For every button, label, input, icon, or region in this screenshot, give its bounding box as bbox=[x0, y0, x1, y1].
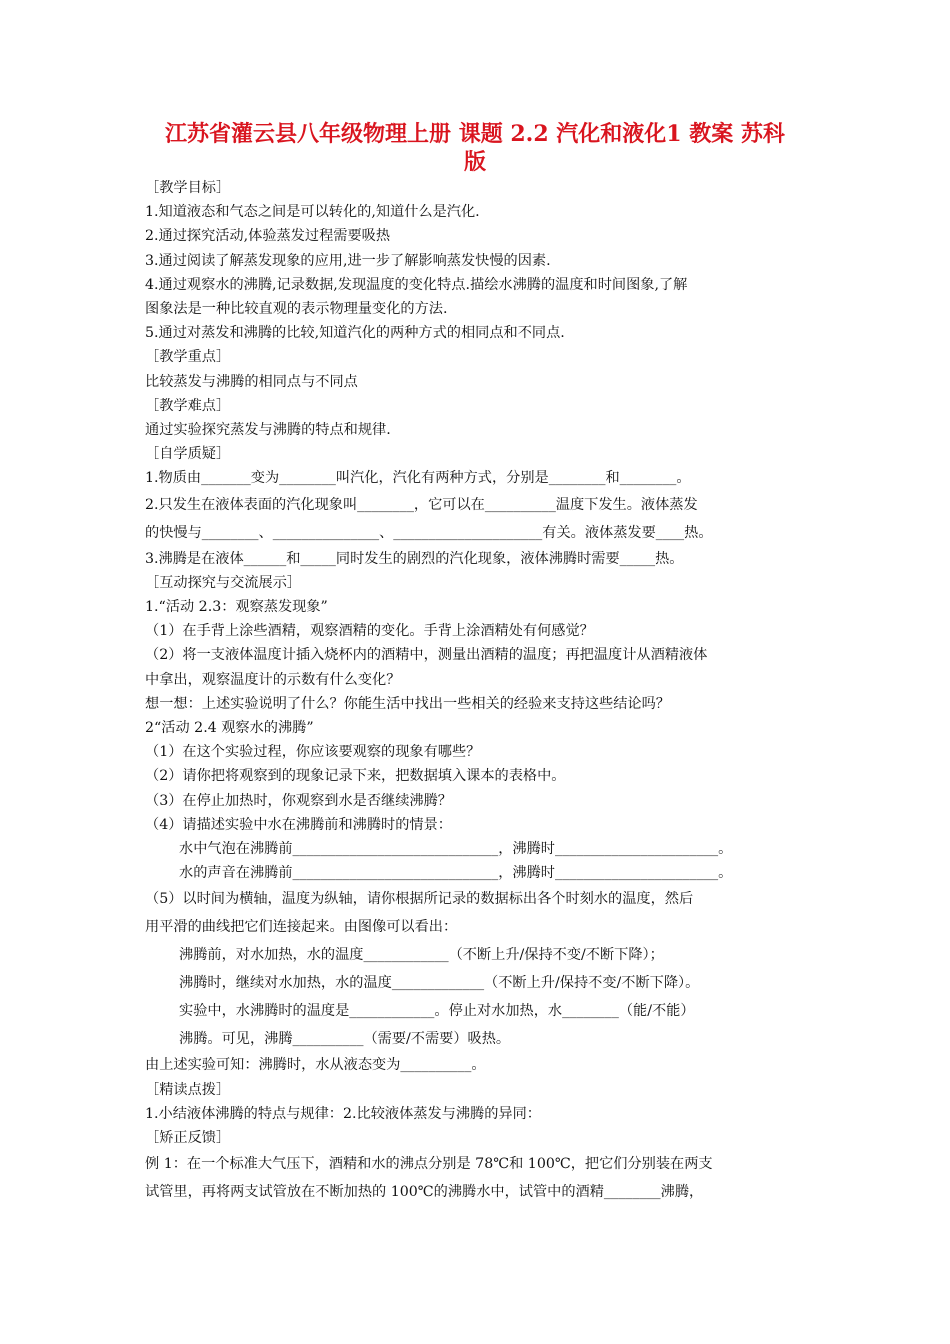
text-line: 由上述实验可知：沸腾时，水从液态变为__________。 bbox=[145, 1057, 486, 1074]
document-title bbox=[140, 120, 810, 176]
text-line: 中拿出，观察温度计的示数有什么变化？ bbox=[145, 671, 401, 688]
text-line: 沸腾时，继续对水加热，水的温度_____________（不断上升/保持不变/不断下降）。 bbox=[179, 975, 700, 992]
text-line: 的快慢与________、_______________、_____________________有关。液体蒸发要____热。 bbox=[145, 524, 713, 541]
text-line: （3）在停止加热时，你观察到水是否继续沸腾？ bbox=[145, 792, 452, 809]
text-line: 1.物质由_______变为________叫汽化，汽化有两种方式，分别是________和________。 bbox=[145, 470, 691, 487]
title-line: 版 bbox=[463, 149, 486, 175]
text-line: 2.只发生在液体表面的汽化现象叫________，它可以在__________温度下发生。液体蒸发 bbox=[145, 496, 698, 513]
text-line: 2“活动 2.4 观察水的沸腾” bbox=[145, 720, 314, 737]
text-line: 水中气泡在沸腾前_____________________________，沸腾时_______________________。 bbox=[179, 841, 733, 858]
text-line: 水的声音在沸腾前_____________________________，沸腾时_______________________。 bbox=[179, 865, 733, 882]
section-heading: ［互动探究与交流展示］ bbox=[145, 574, 302, 591]
text-line: 图象法是一种比较直观的表示物理量变化的方法. bbox=[145, 301, 448, 318]
text-line: 比较蒸发与沸腾的相同点与不同点 bbox=[145, 373, 358, 390]
text-line: 1.知道液态和气态之间是可以转化的,知道什么是汽化. bbox=[145, 204, 480, 221]
text-line: （5）以时间为横轴，温度为纵轴，请你根据所记录的数据标出各个时刻水的温度，然后 bbox=[145, 891, 694, 908]
section-heading: ［教学重点］ bbox=[145, 349, 231, 366]
text-line: 通过实验探究蒸发与沸腾的特点和规律. bbox=[145, 422, 391, 439]
text-line: 试管里，再将两支试管放在不断加热的 100℃的沸腾水中，试管中的酒精________沸腾， bbox=[145, 1184, 704, 1201]
text-line: 1.小结液体沸腾的特点与规律：2.比较液体蒸发与沸腾的异同： bbox=[145, 1105, 541, 1122]
text-line: （1）在这个实验过程，你应该要观察的现象有哪些？ bbox=[145, 744, 481, 761]
text-line: （4）请描述实验中水在沸腾前和沸腾时的情景： bbox=[145, 816, 452, 833]
text-line: 1.“活动 2.3：观察蒸发现象” bbox=[145, 599, 328, 616]
text-line: （2）将一支液体温度计插入烧杯内的酒精中，测量出酒精的温度；再把温度计从酒精液体 bbox=[145, 647, 708, 664]
section-heading: ［矫正反馈］ bbox=[145, 1130, 231, 1147]
text-line: 4.通过观察水的沸腾,记录数据,发现温度的变化特点.描绘水沸腾的温度和时间图象,了解 bbox=[145, 276, 688, 293]
text-line: 3.沸腾是在液体______和_____同时发生的剧烈的汽化现象，液体沸腾时需要_____热。 bbox=[145, 550, 684, 567]
text-line: 想一想：上述实验说明了什么？你能生活中找出一些相关的经验来支持这些结论吗？ bbox=[145, 695, 670, 712]
text-line: 3.通过阅读了解蒸发现象的应用,进一步了解影响蒸发快慢的因素. bbox=[145, 252, 551, 269]
section-heading: ［精读点拨］ bbox=[145, 1081, 231, 1098]
text-line: （2）请你把将观察到的现象记录下来，把数据填入课本的表格中。 bbox=[145, 768, 566, 785]
section-heading: ［教学难点］ bbox=[145, 397, 231, 414]
text-line: 实验中，水沸腾时的温度是____________。停止对水加热，水________（能/不能） bbox=[179, 1003, 695, 1020]
text-line: 2.通过探究活动,体验蒸发过程需要吸热 bbox=[145, 228, 391, 245]
text-line: 沸腾前，对水加热，水的温度____________（不断上升/保持不变/不断下降）； bbox=[179, 947, 664, 964]
document-body bbox=[145, 176, 815, 1206]
text-line: （1）在手背上涂些酒精，观察酒精的变化。手背上涂酒精处有何感觉？ bbox=[145, 623, 594, 640]
section-heading: ［自学质疑］ bbox=[145, 446, 231, 463]
title-line: 江苏省灌云县八年级物理上册 课题 2.2 汽化和液化1 教案 苏科 bbox=[165, 121, 785, 147]
text-line: 例 1：在一个标准大气压下，酒精和水的沸点分别是 78℃和 100℃，把它们分别装在两支 bbox=[145, 1156, 713, 1173]
text-line: 沸腾。可见，沸腾__________（需要/不需要）吸热。 bbox=[179, 1031, 511, 1048]
text-line: 5.通过对蒸发和沸腾的比较,知道汽化的两种方式的相同点和不同点. bbox=[145, 325, 565, 342]
text-line: 用平滑的曲线把它们连接起来。由图像可以看出： bbox=[145, 919, 458, 936]
section-heading: ［教学目标］ bbox=[145, 180, 231, 196]
